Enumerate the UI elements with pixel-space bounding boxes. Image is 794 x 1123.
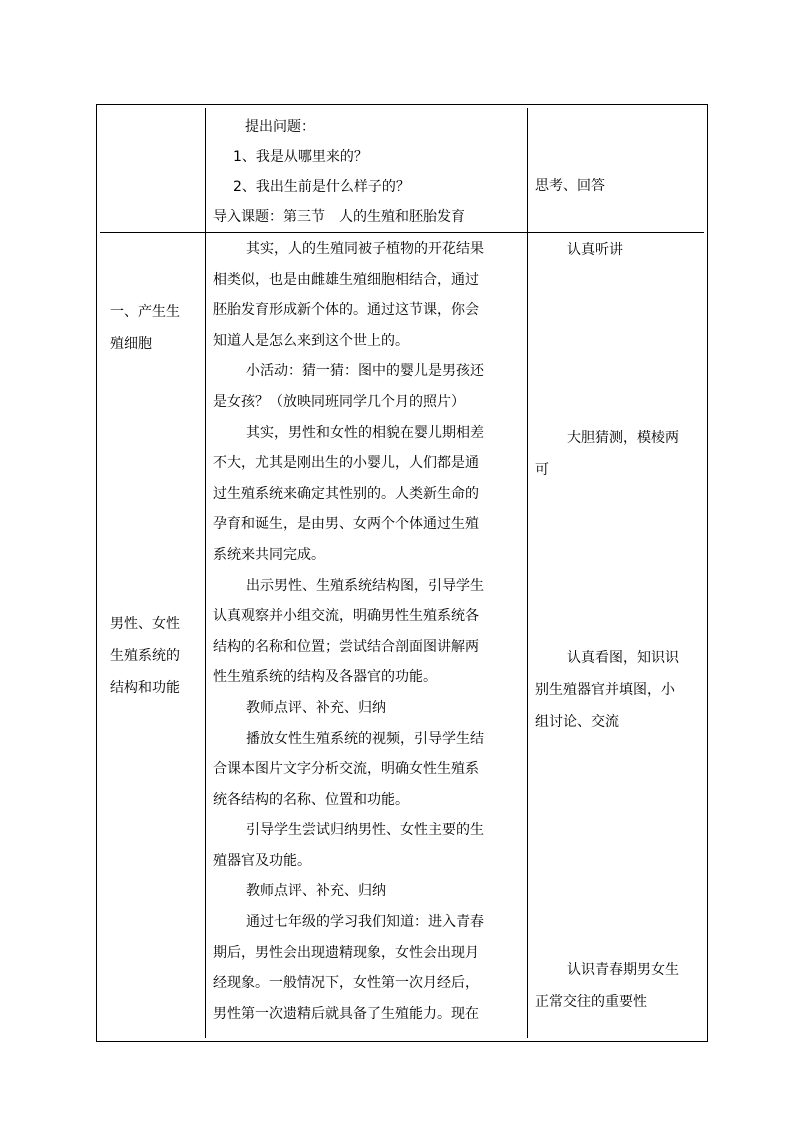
section-reproductive-system xyxy=(110,608,205,704)
content-line: 知道人是怎么来到这个世上的。 xyxy=(213,332,409,349)
row1-right-text: 思考、回答 xyxy=(535,178,605,194)
row1-line: 导入课题：第三节 人的生殖和胚胎发育 xyxy=(213,209,465,225)
activity-guess xyxy=(535,422,705,486)
divider-col1 xyxy=(205,108,206,1038)
content-line: 其实，人的生殖同被子植物的开花结果 xyxy=(246,241,484,257)
section-label-line: 结构和功能 xyxy=(110,680,180,696)
content-line: 相类似，也是由雌雄生殖细胞相结合，通过 xyxy=(213,271,479,288)
section-label-line: 男性、女性 xyxy=(110,616,180,632)
content-line: 男性第一次遗精后就具备了生殖能力。现在 xyxy=(213,1005,479,1022)
section-label-line: 一、产生生 xyxy=(110,304,180,320)
content-line: 引导学生尝试归纳男性、女性主要的生 xyxy=(246,822,484,839)
content-line: 结构的名称和位置；尝试结合剖面图讲解两 xyxy=(213,638,479,655)
main-content xyxy=(213,234,531,1029)
row1-content xyxy=(213,112,531,232)
lesson-plan-table xyxy=(96,104,708,1042)
activity-line: 可 xyxy=(535,462,549,478)
section-label-line: 殖细胞 xyxy=(110,336,152,352)
row1-line: 提出问题： xyxy=(245,119,315,135)
content-line: 期后，男性会出现遗精现象，女性会出现月 xyxy=(213,944,479,961)
divider-row1 xyxy=(100,232,704,233)
section-label-line: 生殖系统的 xyxy=(110,648,180,664)
content-line: 其实，男性和女性的相貌在婴儿期相差 xyxy=(246,424,484,441)
content-line: 孕育和诞生，是由男、女两个个体通过生殖 xyxy=(213,516,479,533)
content-line: 小活动：猜一猜：图中的婴儿是男孩还 xyxy=(246,363,484,380)
activity-line: 认真听讲 xyxy=(567,242,623,258)
activity-adolescence xyxy=(535,954,705,1018)
content-line: 经现象。一般情况下，女性第一次月经后， xyxy=(213,975,479,992)
activity-line: 大胆猜测，模棱两 xyxy=(567,430,679,446)
content-line: 播放女性生殖系统的视频，引导学生结 xyxy=(246,730,484,747)
row1-right xyxy=(535,170,705,202)
content-line: 胚胎发育形成新个体的。通过这节课，你会 xyxy=(213,302,479,319)
activity-line: 组讨论、交流 xyxy=(535,714,619,730)
content-line: 认真观察并小组交流，明确男性生殖系统各 xyxy=(213,608,479,625)
content-line: 教师点评、补充、归纳 xyxy=(246,699,386,716)
content-line: 性生殖系统的结构及各器官的功能。 xyxy=(213,669,437,686)
content-line: 通过七年级的学习我们知道：进入青春 xyxy=(246,914,484,931)
activity-line: 认真看图，知识识 xyxy=(567,650,679,666)
content-line: 是女孩？（放映同班同学几个月的照片） xyxy=(213,393,465,410)
activity-diagram xyxy=(535,642,705,738)
content-line: 殖器官及功能。 xyxy=(213,852,311,869)
activity-line: 别生殖器官并填图，小 xyxy=(535,682,675,698)
activity-listen xyxy=(535,234,705,266)
content-line: 过生殖系统来确定其性别的。人类新生命的 xyxy=(213,485,479,502)
content-line: 教师点评、补充、归纳 xyxy=(246,883,386,900)
content-line: 系统来共同完成。 xyxy=(213,546,325,563)
activity-line: 正常交往的重要性 xyxy=(535,994,647,1010)
activity-line: 认识青春期男女生 xyxy=(567,962,679,978)
content-line: 统各结构的名称、位置和功能。 xyxy=(213,791,409,808)
table-inner xyxy=(100,108,704,1038)
content-line: 合课本图片文字分析交流，明确女性生殖系 xyxy=(213,761,479,778)
content-line: 不大，尤其是刚出生的小婴儿，人们都是通 xyxy=(213,455,479,472)
section-produce-cells xyxy=(110,296,205,360)
content-line: 出示男性、生殖系统结构图，引导学生 xyxy=(246,577,484,594)
row1-line: 1、我是从哪里来的？ xyxy=(233,149,368,165)
row1-line: 2、我出生前是什么样子的？ xyxy=(233,179,410,195)
